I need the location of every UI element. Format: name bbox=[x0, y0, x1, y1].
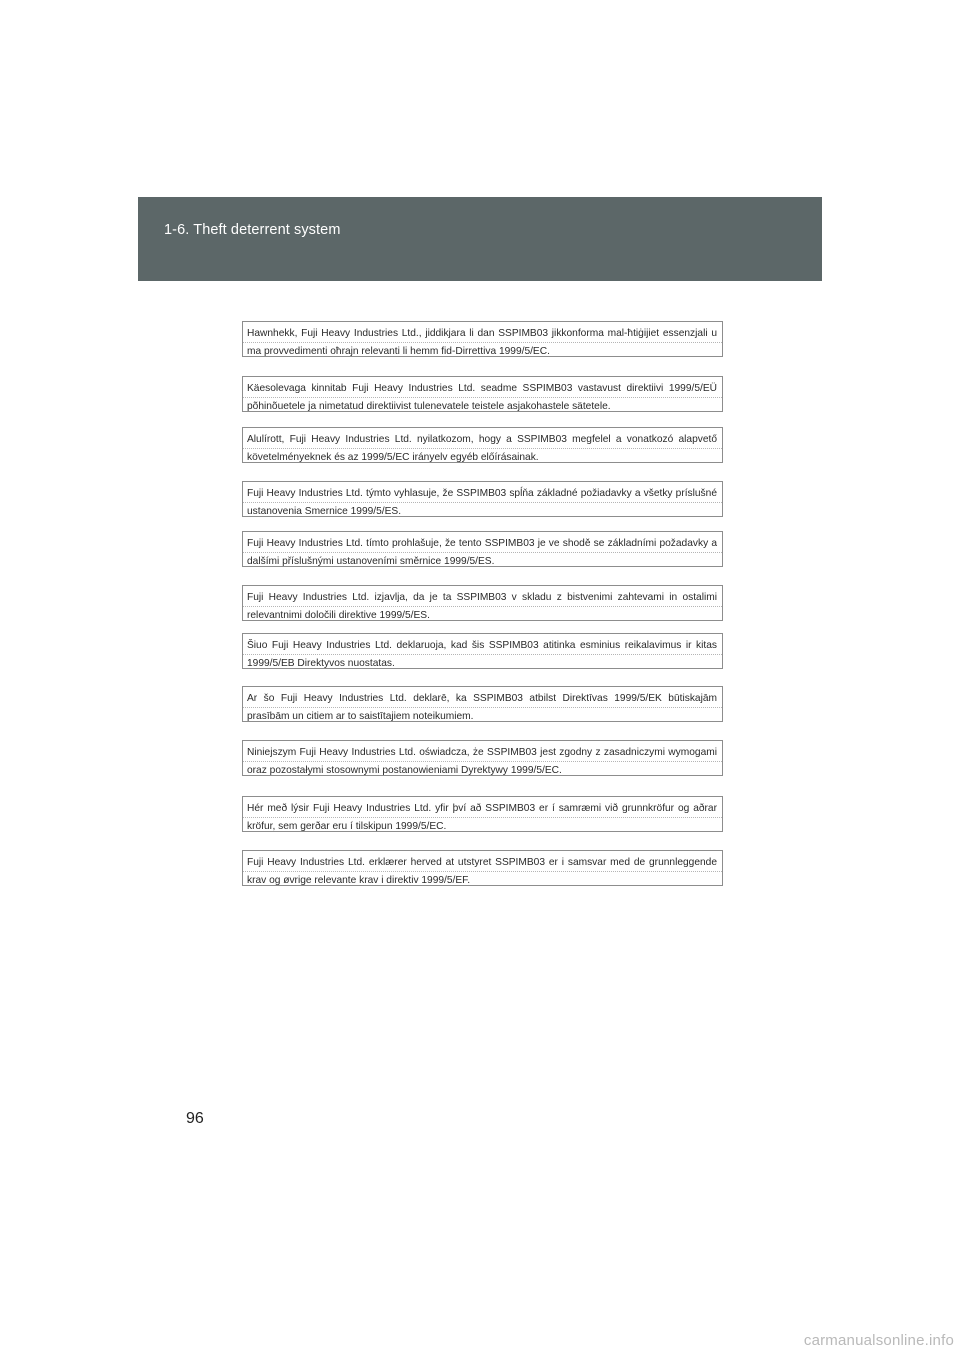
declaration-polish: Niniejszym Fuji Heavy Industries Ltd. oświadcza, że SSPIMB03 jest zgodny z zasadniczymi wymogami oraz pozostałymi stosownymi postanowieniami Dyrektywy 1999/5/EC. bbox=[242, 740, 723, 776]
section-title: 1-6. Theft deterrent system bbox=[164, 222, 341, 238]
declaration-icelandic: Hér með lýsir Fuji Heavy Industries Ltd. yfir því að SSPIMB03 er í samræmi við grunnkröfur og aðrar kröfur, sem gerðar eru í tilskipun 1999/5/EC. bbox=[242, 796, 723, 832]
declaration-slovenian: Fuji Heavy Industries Ltd. izjavlja, da je ta SSPIMB03 v skladu z bistvenimi zahtevami in ostalimi relevantnimi določili direktive 1999/5/ES. bbox=[242, 585, 723, 621]
declaration-maltese: Hawnhekk, Fuji Heavy Industries Ltd., jiddikjara li dan SSPIMB03 jikkonforma mal-ħtiġijiet essenzjali u ma provvedimenti oħrajn relevanti li hemm fid-Dirrettiva 1999/5/EC. bbox=[242, 321, 723, 357]
declaration-lithuanian: Šiuo Fuji Heavy Industries Ltd. deklaruoja, kad šis SSPIMB03 atitinka esminius reikalavimus ir kitas 1999/5/EB Direktyvos nuostatas. bbox=[242, 633, 723, 669]
declaration-czech: Fuji Heavy Industries Ltd. tímto prohlašuje, že tento SSPIMB03 je ve shodě se základními požadavky a dalšími příslušnými ustanoveními směrnice 1999/5/ES. bbox=[242, 531, 723, 567]
declaration-latvian: Ar šo Fuji Heavy Industries Ltd. deklarē, ka SSPIMB03 atbilst Direktīvas 1999/5/EK būtiskajām prasībām un citiem ar to saistītajiem noteikumiem. bbox=[242, 686, 723, 722]
declaration-norwegian: Fuji Heavy Industries Ltd. erklærer herved at utstyret SSPIMB03 er i samsvar med de grunnleggende krav og øvrige relevante krav i direktiv 1999/5/EF. bbox=[242, 850, 723, 886]
declaration-estonian: Käesolevaga kinnitab Fuji Heavy Industries Ltd. seadme SSPIMB03 vastavust direktiivi 1999/5/EÜ põhinõuetele ja nimetatud direktiivist tulenevatele teistele asjakohastele sätetele. bbox=[242, 376, 723, 412]
declaration-hungarian: Alulírott, Fuji Heavy Industries Ltd. nyilatkozom, hogy a SSPIMB03 megfelel a vonatkozó alapvető követelményeknek és az 1999/5/EC irányelv egyéb előírásainak. bbox=[242, 427, 723, 463]
section-header-bar bbox=[138, 197, 822, 281]
page-number: 96 bbox=[186, 1110, 204, 1127]
declaration-slovak: Fuji Heavy Industries Ltd. týmto vyhlasuje, že SSPIMB03 spĺňa základné požiadavky a všetky príslušné ustanovenia Smernice 1999/5/ES. bbox=[242, 481, 723, 517]
watermark: carmanualsonline.info bbox=[803, 1332, 954, 1349]
